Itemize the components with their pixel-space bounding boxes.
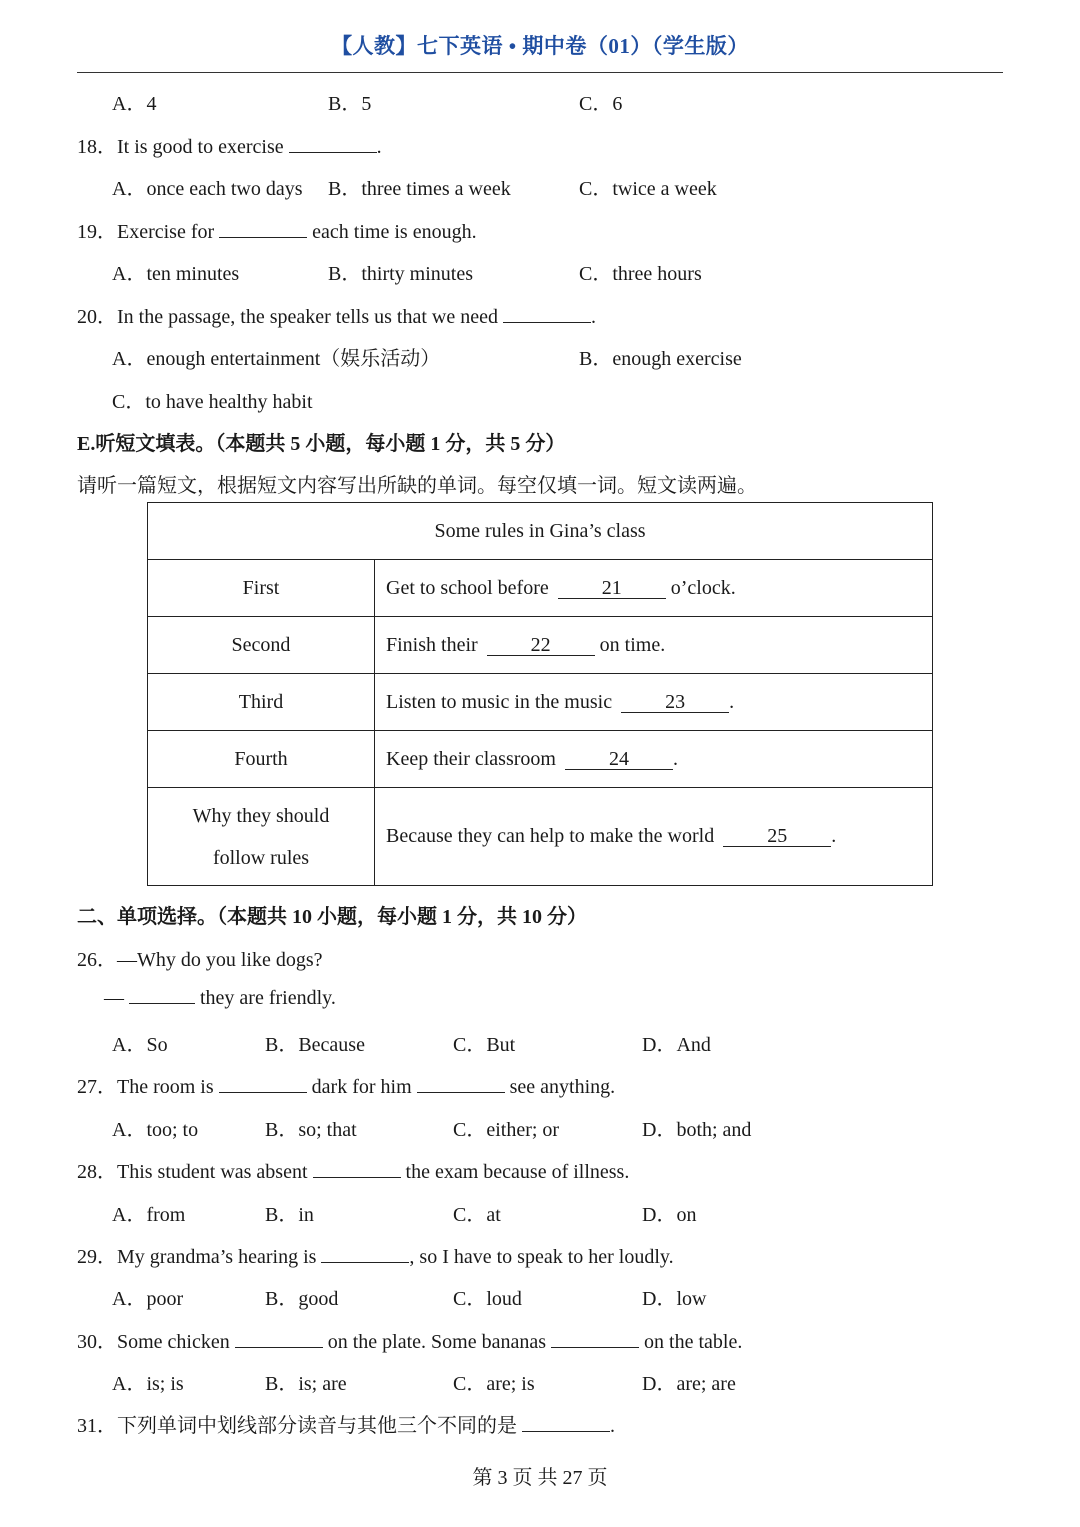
rule-text-after: . (729, 690, 735, 713)
answer-blank[interactable] (417, 1074, 505, 1093)
table-row (148, 674, 933, 731)
q28-suffix: the exam because of illness. (400, 1161, 630, 1183)
rule-label (148, 788, 375, 886)
section-2-title: 二、单项选择。（本题共 10 小题，每小题 1 分，共 10 分） (77, 906, 587, 928)
q28-option-b: B．in (265, 1204, 314, 1226)
q19-option-a: A．ten minutes (112, 263, 240, 285)
rule-label: Second (148, 617, 375, 674)
q29-option-b: B．good (265, 1288, 339, 1310)
q19-prefix: 19．Exercise for (77, 221, 220, 243)
q29-option-c: C．loud (453, 1288, 522, 1310)
answer-blank-23[interactable]: 23 (621, 692, 729, 713)
rules-table (147, 502, 933, 886)
q30-option-b: B．is; are (265, 1373, 347, 1395)
question-30 (77, 1325, 742, 1354)
answer-blank[interactable] (551, 1329, 639, 1348)
table-title-row (148, 503, 933, 560)
q20-option-b: B．enough exercise (579, 348, 742, 370)
table-row (148, 788, 933, 886)
q28-option-d: D．on (642, 1204, 697, 1226)
question-31 (77, 1409, 615, 1438)
q27-option-a: A．too; to (112, 1119, 199, 1141)
q28-option-c: C．at (453, 1204, 501, 1226)
section-e-instruction: 请听一篇短文，根据短文内容写出所缺的单词。每空仅填一词。短文读两遍。 (77, 475, 757, 497)
rule-label: Third (148, 674, 375, 731)
answer-blank[interactable] (219, 219, 307, 238)
rule-label: First (148, 560, 375, 617)
answer-blank[interactable] (289, 134, 377, 153)
q19-suffix: each time is enough. (307, 221, 477, 243)
q18-option-c: C．twice a week (579, 178, 717, 200)
q18-suffix: . (376, 136, 382, 158)
rule-text (375, 674, 933, 731)
rule-text-before: Listen to music in the music (386, 690, 618, 713)
q17-option-a: A．4 (112, 93, 157, 115)
table-row (148, 560, 933, 617)
q27-suffix: see anything. (504, 1076, 616, 1098)
q30-option-a: A．is; is (112, 1373, 184, 1395)
q27-option-b: B．so; that (265, 1119, 357, 1141)
question-27 (77, 1070, 615, 1099)
table-title: Some rules in Gina’s class (148, 503, 933, 560)
rule-text-after: on time. (594, 633, 666, 656)
rule-text-after: . (672, 747, 678, 770)
q18-prefix: 18．It is good to exercise (77, 136, 289, 158)
answer-blank[interactable] (522, 1413, 610, 1432)
rule-text-before: Get to school before (386, 576, 554, 599)
table-row (148, 617, 933, 674)
q26-option-b: B．Because (265, 1034, 365, 1056)
q20-option-a: A．enough entertainment（娱乐活动） (112, 348, 441, 370)
answer-blank[interactable] (503, 304, 591, 323)
section-e-title: E.听短文填表。（本题共 5 小题，每小题 1 分，共 5 分） (77, 433, 566, 455)
question-20 (77, 300, 596, 329)
q26-option-a: A．So (112, 1034, 168, 1056)
rule-text-before: Keep their classroom (386, 747, 561, 770)
question-29 (77, 1240, 674, 1269)
rule-label: Fourth (148, 731, 375, 788)
q19-option-c: C．three hours (579, 263, 702, 285)
answer-blank-25[interactable]: 25 (723, 826, 831, 847)
answer-blank[interactable] (129, 985, 195, 1004)
rule-text-before: Finish their (386, 633, 483, 656)
answer-blank[interactable] (321, 1244, 409, 1263)
rule-text (375, 617, 933, 674)
q18-option-b: B．three times a week (328, 178, 511, 200)
q29-suffix: , so I have to speak to her loudly. (409, 1246, 674, 1268)
q31-prefix: 31．下列单词中划线部分读音与其他三个不同的是 (77, 1415, 522, 1437)
table-row (148, 731, 933, 788)
q26-option-d: D．And (642, 1034, 711, 1056)
question-28 (77, 1155, 629, 1184)
question-18 (77, 130, 382, 159)
q27-prefix: 27．The room is (77, 1076, 219, 1098)
answer-blank-22[interactable]: 22 (487, 635, 595, 656)
q30-suffix: on the table. (639, 1331, 743, 1353)
answer-blank[interactable] (219, 1074, 307, 1093)
q27-option-d: D．both; and (642, 1119, 752, 1141)
rule-text (375, 788, 933, 886)
answer-blank-24[interactable]: 24 (565, 749, 673, 770)
header-divider (77, 72, 1003, 73)
q18-option-a: A．once each two days (112, 178, 303, 200)
q30-mid: on the plate. Some bananas (322, 1331, 552, 1353)
q17-option-b: B．5 (328, 93, 372, 115)
rule-text (375, 560, 933, 617)
rule-text-after: o’clock. (665, 576, 736, 599)
q20-suffix: . (590, 306, 596, 328)
q28-prefix: 28．This student was absent (77, 1161, 313, 1183)
q29-option-a: A．poor (112, 1288, 184, 1310)
rule-text-before: Because they can help to make the world (386, 825, 720, 847)
q30-option-c: C．are; is (453, 1373, 535, 1395)
q26-line2-suffix: they are friendly. (195, 987, 336, 1009)
q30-option-d: D．are; are (642, 1373, 736, 1395)
answer-blank-21[interactable]: 21 (558, 578, 666, 599)
page-footer: 第 3 页 共 27 页 (472, 1467, 608, 1489)
q31-suffix: . (610, 1415, 615, 1437)
q28-option-a: A．from (112, 1204, 186, 1226)
answer-blank[interactable] (235, 1329, 323, 1348)
q29-option-d: D．low (642, 1288, 707, 1310)
q17-option-c: C．6 (579, 93, 623, 115)
q19-option-b: B．thirty minutes (328, 263, 473, 285)
q27-mid: dark for him (306, 1076, 417, 1098)
question-26-line2 (94, 985, 336, 1010)
page-header-title: 【人教】七下英语 • 期中卷（01）（学生版） (331, 34, 749, 58)
answer-blank[interactable] (313, 1159, 401, 1178)
q20-prefix: 20．In the passage, the speaker tells us that we need (77, 306, 503, 328)
rule-label-line2: follow rules (212, 846, 310, 869)
q26-option-c: C．But (453, 1034, 516, 1056)
question-19 (77, 215, 477, 244)
q20-option-c: C．to have healthy habit (112, 391, 313, 413)
q30-prefix: 30．Some chicken (77, 1331, 235, 1353)
rule-label-line1: Why they should (192, 804, 330, 827)
q26-line2-prefix: — (94, 987, 129, 1009)
rule-text (375, 731, 933, 788)
q29-prefix: 29．My grandma’s hearing is (77, 1246, 322, 1268)
rule-text-after: . (831, 825, 837, 847)
q27-option-c: C．either; or (453, 1119, 560, 1141)
question-26: 26．—Why do you like dogs? (77, 949, 323, 971)
